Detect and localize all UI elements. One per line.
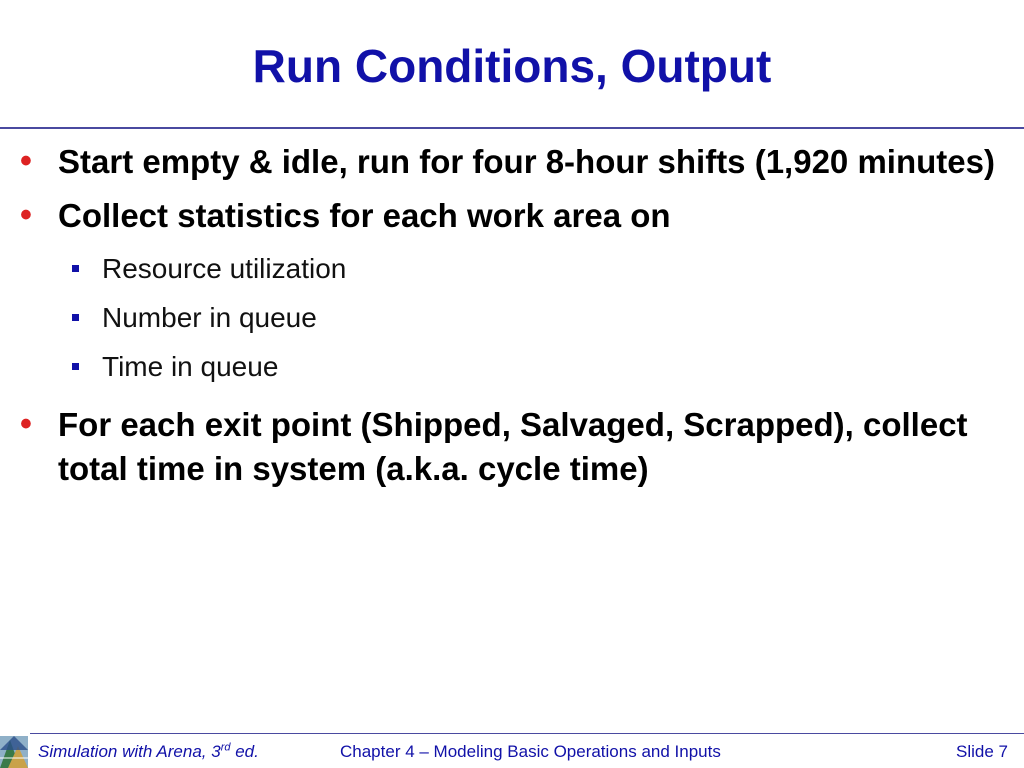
footer-book-title: Simulation with Arena, 3rd ed. xyxy=(38,741,259,761)
round-bullet-icon: • xyxy=(20,142,32,180)
round-bullet-icon: • xyxy=(20,196,32,234)
sub-bullet-item xyxy=(20,244,1000,293)
square-bullet-icon xyxy=(72,265,79,272)
bullet-text: Collect statistics for each work area on xyxy=(58,197,671,234)
slide-title: Run Conditions, Output xyxy=(252,40,772,92)
bullet-text: Start empty & idle, run for four 8-hour shifts (1,920 minutes) xyxy=(58,143,995,180)
arena-logo-icon xyxy=(0,736,28,768)
round-bullet-icon: • xyxy=(20,405,32,443)
sub-bullet-text: Time in queue xyxy=(102,351,279,382)
sub-bullet-text: Resource utilization xyxy=(102,253,347,284)
title-divider xyxy=(0,127,1024,129)
footer-divider xyxy=(30,733,1024,734)
sub-bullet-item xyxy=(20,293,1000,342)
square-bullet-icon xyxy=(72,363,79,370)
sub-bullet-text: Number in queue xyxy=(102,302,317,333)
bullet-item xyxy=(20,140,1000,184)
bullet-list xyxy=(20,140,1000,491)
sub-bullet-list xyxy=(20,244,1000,391)
sub-bullet-item xyxy=(20,342,1000,391)
bullet-item xyxy=(20,403,1000,491)
bullet-item xyxy=(20,194,1000,238)
footer-chapter: Chapter 4 – Modeling Basic Operations and Inputs xyxy=(340,742,721,761)
bullet-text: For each exit point (Shipped, Salvaged, Scrapped), collect total time in system (a.k.a. cycle time) xyxy=(58,406,968,487)
slide-number: Slide 7 xyxy=(956,742,1008,761)
square-bullet-icon xyxy=(72,314,79,321)
